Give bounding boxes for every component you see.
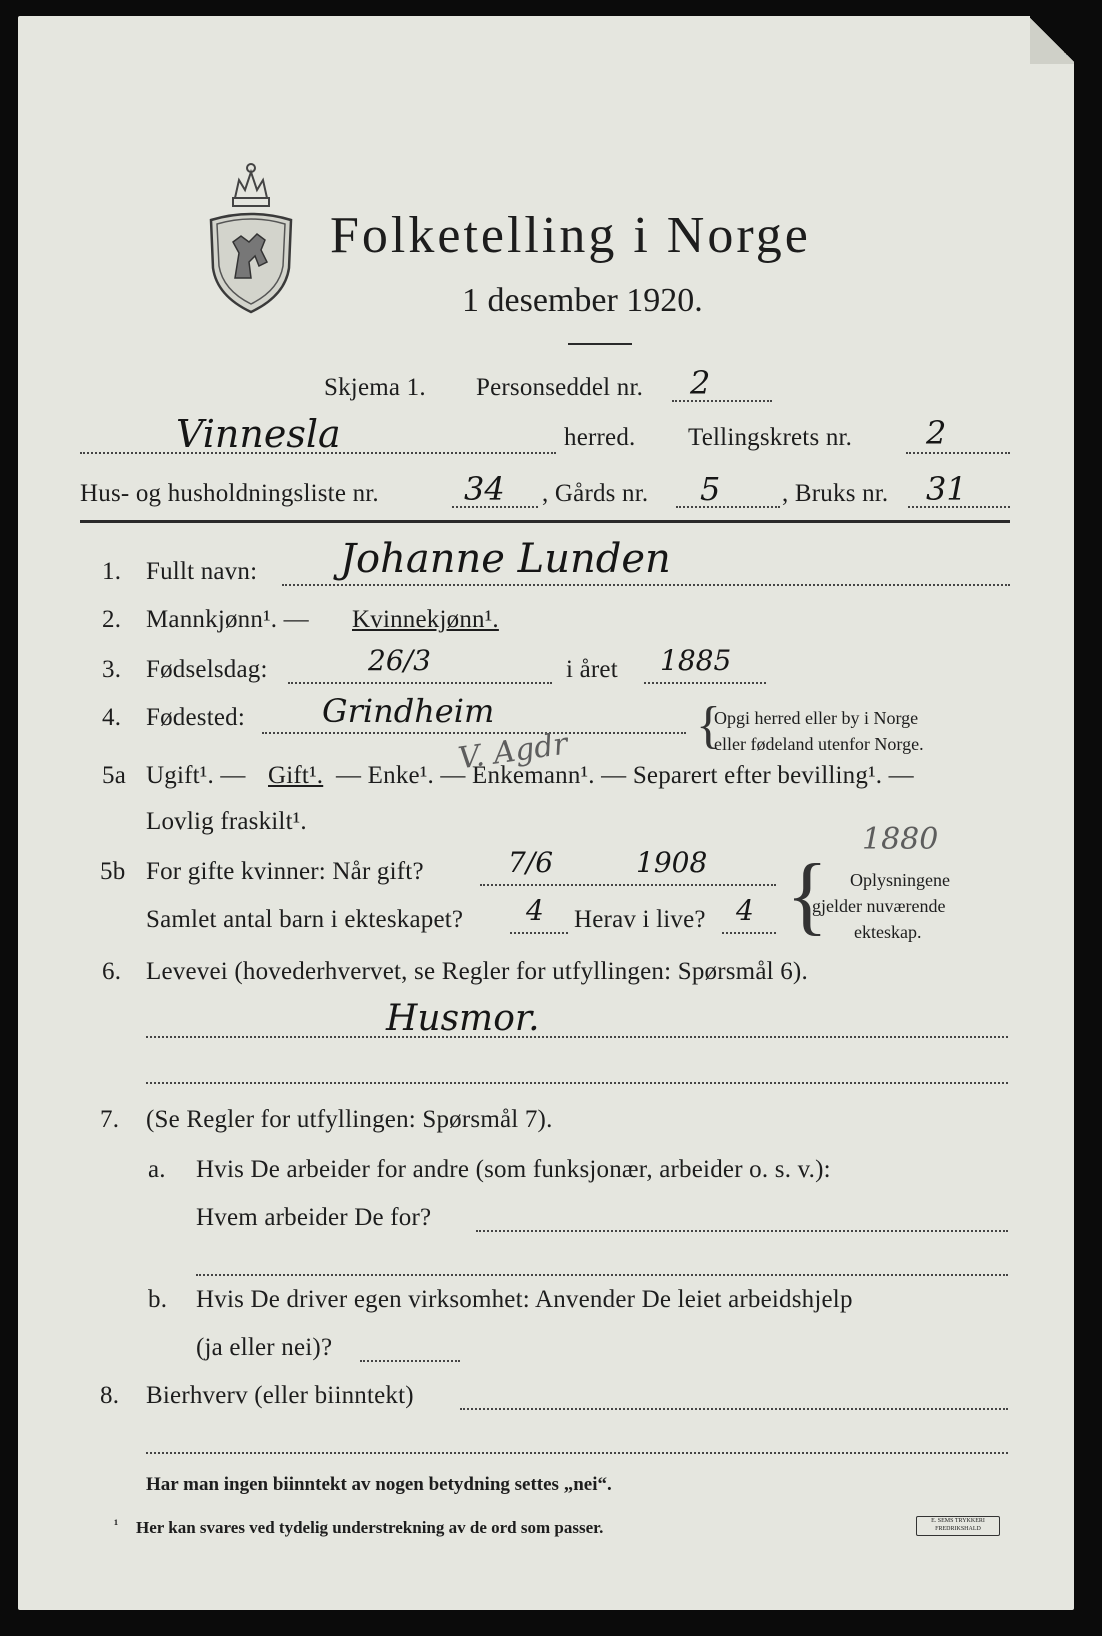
birth-year-value[interactable]: 1885 — [660, 644, 732, 677]
q5b-label: For gifte kvinner: Når gift? — [146, 858, 424, 885]
bruks-value[interactable]: 31 — [926, 470, 967, 508]
footnote-mark: ¹ — [114, 1518, 119, 1533]
birthplace-value[interactable]: Grindheim — [322, 692, 495, 730]
tellingskrets-label: Tellingskrets nr. — [688, 424, 853, 451]
q5a-other-options[interactable]: — Enke¹. — Enkemann¹. — Separert efter bevilling¹. — — [336, 762, 914, 789]
q5b-alive-line — [722, 932, 776, 934]
q4-line — [262, 732, 686, 734]
q7a-answer-line-2[interactable] — [196, 1274, 1008, 1276]
footer-note: Har man ingen biinntekt av nogen betydning settes „nei“. — [146, 1474, 612, 1495]
q5b-alive-label: Herav i live? — [574, 906, 706, 933]
q7a-line1: Hvis De arbeider for andre (som funksjonær, arbeider o. s. v.): — [196, 1156, 831, 1183]
q6-label: Levevei (hovederhvervet, se Regler for utfyllingen: Spørsmål 6). — [146, 958, 808, 985]
q5b-children-label: Samlet antal barn i ekteskapet? — [146, 906, 464, 933]
q7a-answer-line[interactable] — [476, 1230, 1008, 1232]
personseddel-line — [672, 400, 772, 402]
q3-label: Fødselsdag: — [146, 656, 268, 683]
q7a-letter: a. — [148, 1156, 166, 1183]
q2-female-selected[interactable]: Kvinnekjønn¹. — [352, 606, 499, 633]
q8-answer-line[interactable] — [460, 1408, 1008, 1410]
skjema-label: Skjema 1. — [324, 374, 426, 401]
q8-label: Bierhverv (eller biinntekt) — [146, 1382, 414, 1409]
pencil-year-note: 1880 — [862, 822, 939, 857]
gards-label: , Gårds nr. — [542, 480, 649, 507]
occupation-value[interactable]: Husmor. — [386, 998, 540, 1039]
q8-answer-line-2[interactable] — [146, 1452, 1008, 1454]
printer-stamp: E. SEMS TRYKKERI FREDRIKSHALD — [916, 1516, 1000, 1536]
form-date: 1 desember 1920. — [462, 282, 703, 319]
q7b-line1: Hvis De driver egen virksomhet: Anvender De leiet arbeidshjelp — [196, 1286, 853, 1313]
q5b-note3: ekteskap. — [854, 922, 922, 942]
q5a-married-selected[interactable]: Gift¹. — [268, 762, 324, 789]
q4-brace: { — [696, 697, 721, 754]
q5b-note1: Oplysningene — [850, 870, 950, 890]
q5a-divorced[interactable]: Lovlig fraskilt¹. — [146, 808, 307, 835]
hus-label: Hus- og husholdningsliste nr. — [80, 480, 379, 507]
title-divider — [568, 343, 632, 345]
children-value[interactable]: 4 — [526, 894, 544, 927]
header-rule — [80, 520, 1010, 523]
birth-day-value[interactable]: 26/3 — [368, 644, 431, 677]
q4-note-line1: Opgi herred eller by i Norge — [714, 708, 919, 728]
q7b-answer-line[interactable] — [360, 1360, 460, 1362]
q1-number: 1. — [102, 558, 122, 585]
gards-value[interactable]: 5 — [700, 470, 721, 508]
tellingskrets-line — [906, 452, 1010, 454]
footnote-text: Her kan svares ved tydelig understrekning av de ord som passer. — [136, 1518, 604, 1537]
q3-year-label: i året — [566, 656, 618, 683]
q7-number: 7. — [100, 1106, 120, 1133]
bruks-label: , Bruks nr. — [782, 480, 889, 507]
alive-value[interactable]: 4 — [736, 894, 754, 927]
q5b-brace: { — [786, 847, 829, 944]
herred-label: herred. — [564, 424, 636, 451]
q6-line-2 — [146, 1082, 1008, 1084]
q3-day-line — [288, 682, 552, 684]
q8-number: 8. — [100, 1382, 120, 1409]
q6-number: 6. — [102, 958, 122, 985]
q3-number: 3. — [102, 656, 122, 683]
q5a-unmarried[interactable]: Ugift¹. — — [146, 762, 246, 789]
q5b-children-line — [510, 932, 568, 934]
q4-label: Fødested: — [146, 704, 246, 731]
birthplace-pencil-note: V. Agdr — [456, 726, 570, 777]
q5b-note2: gjelder nuværende — [812, 896, 946, 916]
personseddel-value[interactable]: 2 — [690, 364, 711, 402]
q2-number: 2. — [102, 606, 122, 633]
q7b-line2: (ja eller nei)? — [196, 1334, 333, 1361]
q3-year-line — [644, 682, 766, 684]
full-name-value[interactable]: Johanne Lunden — [340, 536, 671, 582]
q7a-line2: Hvem arbeider De for? — [196, 1204, 432, 1231]
q4-number: 4. — [102, 704, 122, 731]
norway-coat-of-arms-icon — [205, 158, 297, 318]
q2-male[interactable]: Mannkjønn¹. — — [146, 606, 309, 633]
gards-line — [676, 506, 780, 508]
q1-label: Fullt navn: — [146, 558, 258, 585]
q5b-married-line — [480, 884, 776, 886]
form-title: Folketelling i Norge — [330, 207, 811, 264]
q7-label: (Se Regler for utfyllingen: Spørsmål 7). — [146, 1106, 553, 1133]
q5a-number: 5a — [102, 762, 126, 789]
tellingskrets-value[interactable]: 2 — [926, 414, 947, 452]
married-day-value[interactable]: 7/6 — [508, 846, 554, 879]
q1-line — [282, 584, 1010, 586]
q4-note-line2: eller fødeland utenfor Norge. — [714, 734, 924, 754]
personseddel-label: Personseddel nr. — [476, 374, 644, 401]
herred-value[interactable]: Vinnesla — [176, 412, 341, 456]
hus-value[interactable]: 34 — [464, 470, 505, 508]
q6-line-1 — [146, 1036, 1008, 1038]
q7b-letter: b. — [148, 1286, 168, 1313]
married-year-value[interactable]: 1908 — [636, 846, 708, 879]
folded-corner — [1030, 16, 1074, 64]
q5b-number: 5b — [100, 858, 126, 885]
